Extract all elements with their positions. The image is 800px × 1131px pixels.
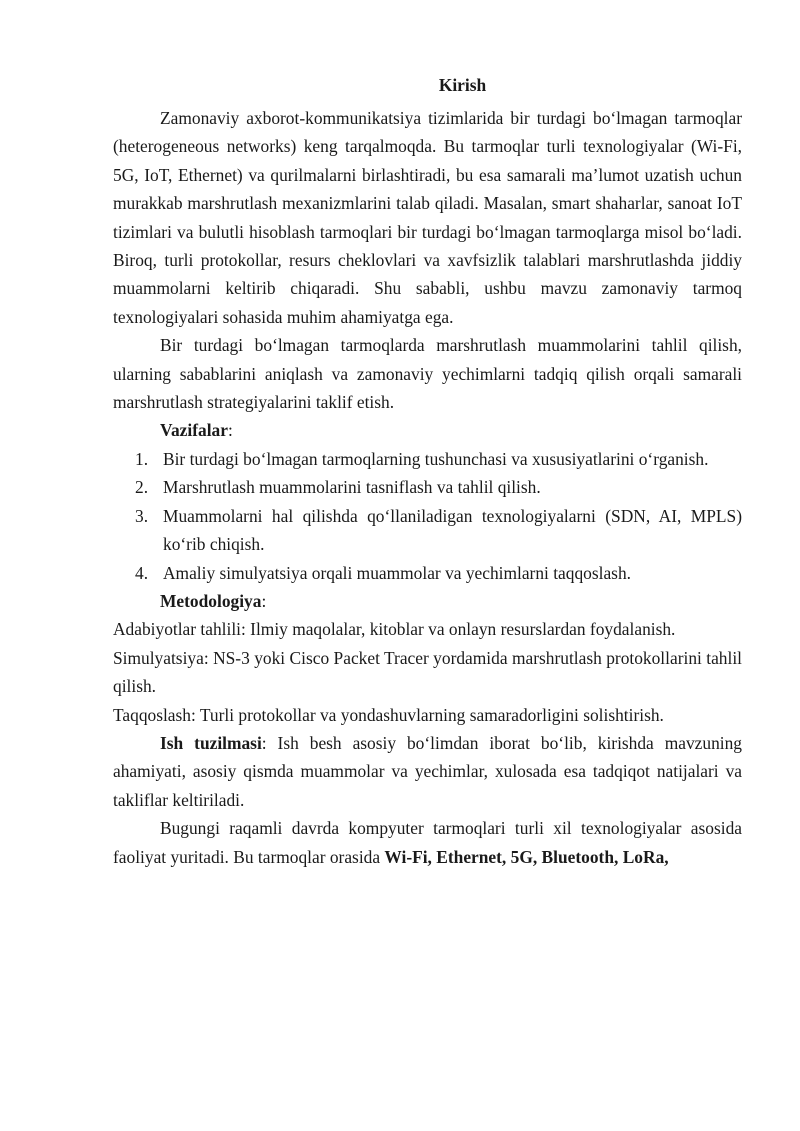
list-item-text: Marshrutlash muammolarini tasniflash va tahlil qilish.: [163, 477, 541, 498]
method-heading-colon: :: [261, 590, 267, 611]
tasks-list: [113, 445, 742, 587]
closing-text: Bugungi raqamli davrda kompyuter tarmoqlari turli xil texnologiyalar asosida faoliyat yuritadi. Bu tarmoqlar orasida: [113, 818, 742, 867]
structure-paragraph: [113, 729, 742, 814]
list-item-number: 4.: [135, 562, 149, 583]
method-line-comparison: Taqqoslash: Turli protokollar va yondashuvlarning samaradorligini solishtirish.: [113, 704, 664, 725]
list-item: [135, 502, 742, 559]
method-heading: Metodologiya: [160, 590, 262, 611]
intro-paragraph: Zamonaviy axborot-kommunikatsiya tizimlarida bir turdagi bo‘lmagan tarmoqlar (heterogeneous networks) keng tarqalmoqda. Bu tarmoqlar turli texnologiyalar (Wi-Fi, 5G, IoT, Ethernet) va qurilmalarni birlashtiradi, bu esa samarali ma’lumot uzatish uchun murakkab marshrutlash mexanizmlarini talab qiladi. Masalan, smart shaharlar, sanoat IoT tizimlari va bulutli hisoblash tarmoqlari bir turdagi bo‘lmagan tarmoqlarga misol bo‘ladi. Biroq, turli protokollar, resurs cheklovlari va xavfsizlik talablari marshrutlashda jiddiy muammolarni keltirib chiqaradi. Shu sababli, ushbu mavzu zamonaviy tarmoq texnologiyalari sohasida muhim ahamiyatga ega.: [113, 108, 742, 327]
tasks-heading: Vazifalar: [160, 420, 228, 441]
method-line-literature: Adabiyotlar tahlili: Ilmiy maqolalar, kitoblar va onlayn resurslardan foydalanish.: [113, 619, 676, 640]
structure-heading: Ish tuzilmasi: [160, 732, 262, 753]
tasks-heading-line: [113, 416, 742, 444]
list-item-text: Muammolarni hal qilishda qo‘llaniladigan texnologiyalarni (SDN, AI, MPLS) ko‘rib chiqish.: [163, 505, 742, 555]
list-item: [135, 473, 742, 501]
list-item-number: 3.: [135, 505, 149, 526]
list-item-text: Amaliy simulyatsiya orqali muammolar va yechimlarni taqqoslash.: [163, 562, 631, 583]
method-line-simulation: Simulyatsiya: NS-3 yoki Cisco Packet Tracer yordamida marshrutlash protokollarini tahlil qilish.: [113, 647, 742, 697]
list-item-text: Bir turdagi bo‘lmagan tarmoqlarning tushunchasi va xususiyatlarini o‘rganish.: [163, 448, 709, 469]
section-title: Kirish: [438, 75, 487, 95]
tasks-heading-colon: :: [227, 420, 233, 441]
list-item: [135, 559, 742, 587]
method-heading-line: [113, 587, 742, 615]
list-item: [135, 445, 742, 473]
structure-text: : Ish besh asosiy bo‘limdan iborat bo‘lib, kirishda mavzuning ahamiyati, asosiy qismda muammolar va yechimlar, xulosada esa tadqiqot natijalari va takliflar keltiriladi.: [113, 732, 742, 810]
closing-bold-technologies: Wi-Fi, Ethernet, 5G, Bluetooth, LoRa,: [384, 846, 669, 867]
list-item-number: 2.: [135, 477, 149, 498]
goal-paragraph: Bir turdagi bo‘lmagan tarmoqlarda marshrutlash muammolarini tahlil qilish, ularning sabablarini aniqlash va zamonaviy yechimlarni tadqiq qilish orqali samarali marshrutlash strategiyalarini taklif etish.: [113, 335, 742, 413]
list-item-number: 1.: [135, 448, 149, 469]
document-page: [113, 70, 742, 871]
closing-paragraph: [113, 814, 742, 871]
